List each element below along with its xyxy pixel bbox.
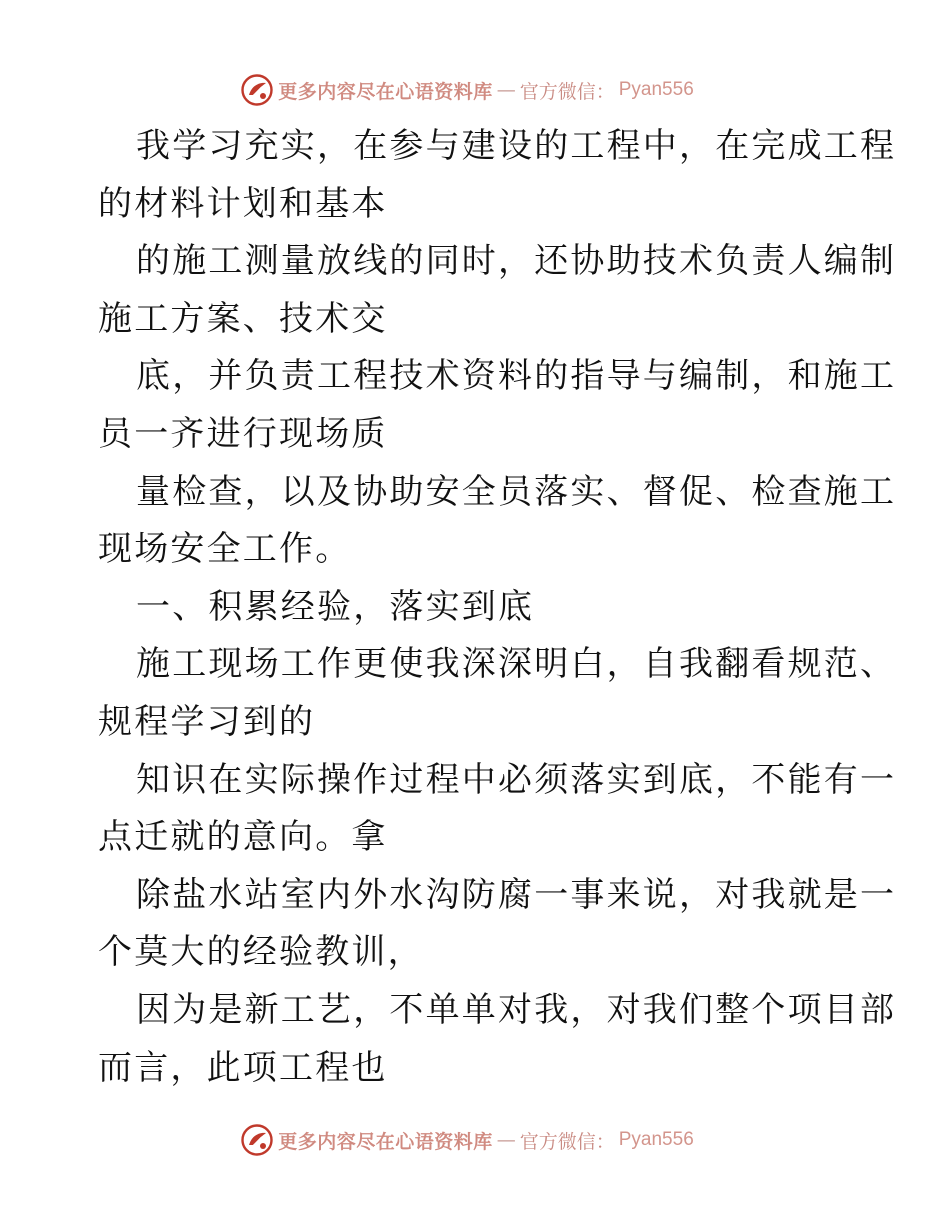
text-line: 我学习充实，在参与建设的工程中，在完成工程 bbox=[136, 126, 897, 166]
text-line: 底，并负责工程技术资料的指导与编制，和施工 bbox=[136, 356, 897, 397]
header-banner-content bbox=[240, 73, 694, 107]
banner-wechat-label: 官方微信： bbox=[519, 80, 615, 103]
text-line: 量检查，以及协助安全员落实、督促、检查施工 bbox=[136, 471, 897, 512]
banner-title: 更多内容尽在心语资料库 bbox=[278, 1130, 493, 1153]
header-banner bbox=[0, 70, 950, 110]
text-line: 施工方案、技术交 bbox=[98, 298, 388, 339]
banner-wechat-label: 官方微信： bbox=[519, 1130, 615, 1153]
brand-logo-icon bbox=[240, 73, 274, 107]
banner-dash: — bbox=[496, 1129, 516, 1151]
banner-wechat-id: Pyan556 bbox=[618, 79, 694, 100]
text-line: 点迁就的意向。拿 bbox=[98, 817, 388, 858]
text-line: 除盐水站室内外水沟防腐一事来说，对我就是一 bbox=[136, 874, 897, 915]
text-line: 的施工测量放线的同时，还协助技术负责人编制 bbox=[136, 241, 897, 282]
text-line: 的材料计划和基本 bbox=[98, 183, 388, 224]
banner-dash: — bbox=[496, 79, 516, 101]
text-line: 因为是新工艺，不单单对我，对我们整个项目部 bbox=[136, 989, 897, 1030]
footer-banner bbox=[0, 1120, 950, 1160]
text-line: 知识在实际操作过程中必须落实到底，不能有一 bbox=[136, 759, 897, 800]
document-body bbox=[98, 118, 897, 1097]
banner-title: 更多内容尽在心语资料库 bbox=[278, 80, 493, 103]
footer-banner-content bbox=[240, 1123, 694, 1157]
brand-logo-icon bbox=[240, 1123, 274, 1157]
text-line: 个莫大的经验教训， bbox=[98, 932, 424, 973]
text-line: 规程学习到的 bbox=[98, 701, 316, 742]
text-line: 员一齐进行现场质 bbox=[98, 413, 388, 454]
text-line: 现场安全工作。 bbox=[98, 529, 352, 570]
text-line: 施工现场工作更使我深深明白，自我翻看规范、 bbox=[136, 644, 897, 685]
section-heading: 一、积累经验，落实到底 bbox=[136, 586, 535, 627]
banner-wechat-id: Pyan556 bbox=[618, 1129, 694, 1150]
text-line: 而言，此项工程也 bbox=[98, 1047, 388, 1088]
